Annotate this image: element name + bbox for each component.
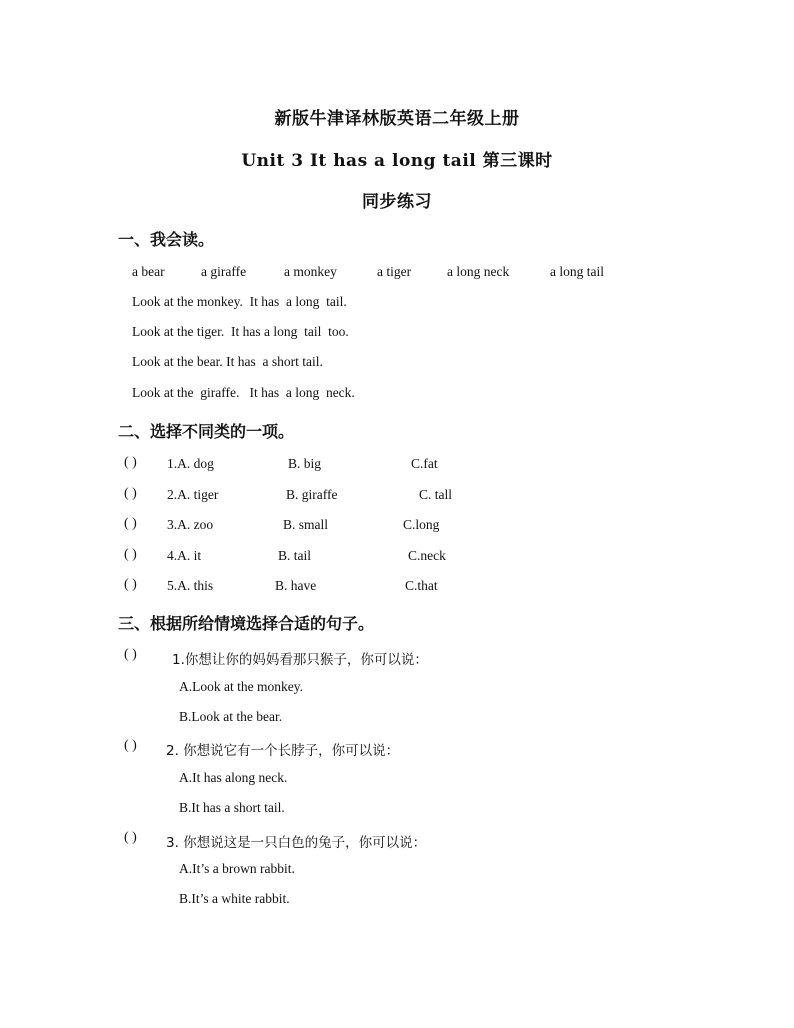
reading-sentence: Look at the bear. It has a short tail. [132,354,323,369]
option-c: C.that [405,578,438,593]
option-a: 1.A. dog [167,456,214,471]
question-prompt: 3. 你想说这是一只白色的兔子，你可以说： [166,835,427,851]
vocab-word: a long neck [447,264,510,279]
option-a: 2.A. tiger [167,487,219,502]
choice-a: A.Look at the monkey. [179,679,303,694]
vocab-word: a giraffe [201,264,247,279]
option-c: C.fat [411,456,438,471]
unit-title: Unit 3 It has a long tail 第三课时 [241,151,553,171]
section2-heading: 二、选择不同类的一项。 [118,422,295,441]
option-b: B. small [283,517,329,532]
worksheet-title: 新版牛津译林版英语二年级上册 [274,109,520,129]
option-b: B. tail [278,548,311,563]
option-a: 4.A. it [167,548,202,563]
answer-blank[interactable]: ( ) [124,577,137,592]
question-prompt: 1.你想让你的妈妈看那只猴子，你可以说： [172,652,428,668]
vocab-word-row [0,264,794,282]
vocab-word: a long tail [550,264,604,279]
option-b: B. giraffe [286,487,338,502]
worksheet-subtitle: 同步练习 [362,192,432,212]
section3-heading: 三、根据所给情境选择合适的句子。 [118,614,375,633]
reading-sentence: Look at the tiger. It has a long tail too. [132,324,349,339]
vocab-word: a monkey [284,264,337,279]
choice-a: A.It’s a brown rabbit. [179,861,295,876]
section1-heading: 一、我会读。 [118,230,215,249]
choice-b: B.Look at the bear. [179,709,283,724]
answer-blank[interactable]: ( ) [124,547,137,562]
choice-a: A.It has along neck. [179,770,288,785]
vocab-word: a bear [132,264,165,279]
reading-sentence: Look at the monkey. It has a long tail. [132,294,347,309]
answer-blank[interactable]: ( ) [124,830,137,845]
answer-blank[interactable]: ( ) [124,647,137,662]
choice-b: B.It has a short tail. [179,800,285,815]
reading-sentence: Look at the giraffe. It has a long neck. [132,385,355,400]
answer-blank[interactable]: ( ) [124,486,137,501]
option-a: 5.A. this [167,578,214,593]
option-c: C.neck [408,548,446,563]
option-b: B. big [288,456,322,471]
vocab-word: a tiger [377,264,412,279]
option-c: C.long [403,517,440,532]
question-prompt: 2. 你想说它有一个长脖子，你可以说： [166,743,400,759]
option-b: B. have [275,578,317,593]
answer-blank[interactable]: ( ) [124,455,137,470]
answer-blank[interactable]: ( ) [124,516,137,531]
option-a: 3.A. zoo [167,517,214,532]
answer-blank[interactable]: ( ) [124,738,137,753]
option-c: C. tall [419,487,452,502]
choice-b: B.It’s a white rabbit. [179,891,290,906]
